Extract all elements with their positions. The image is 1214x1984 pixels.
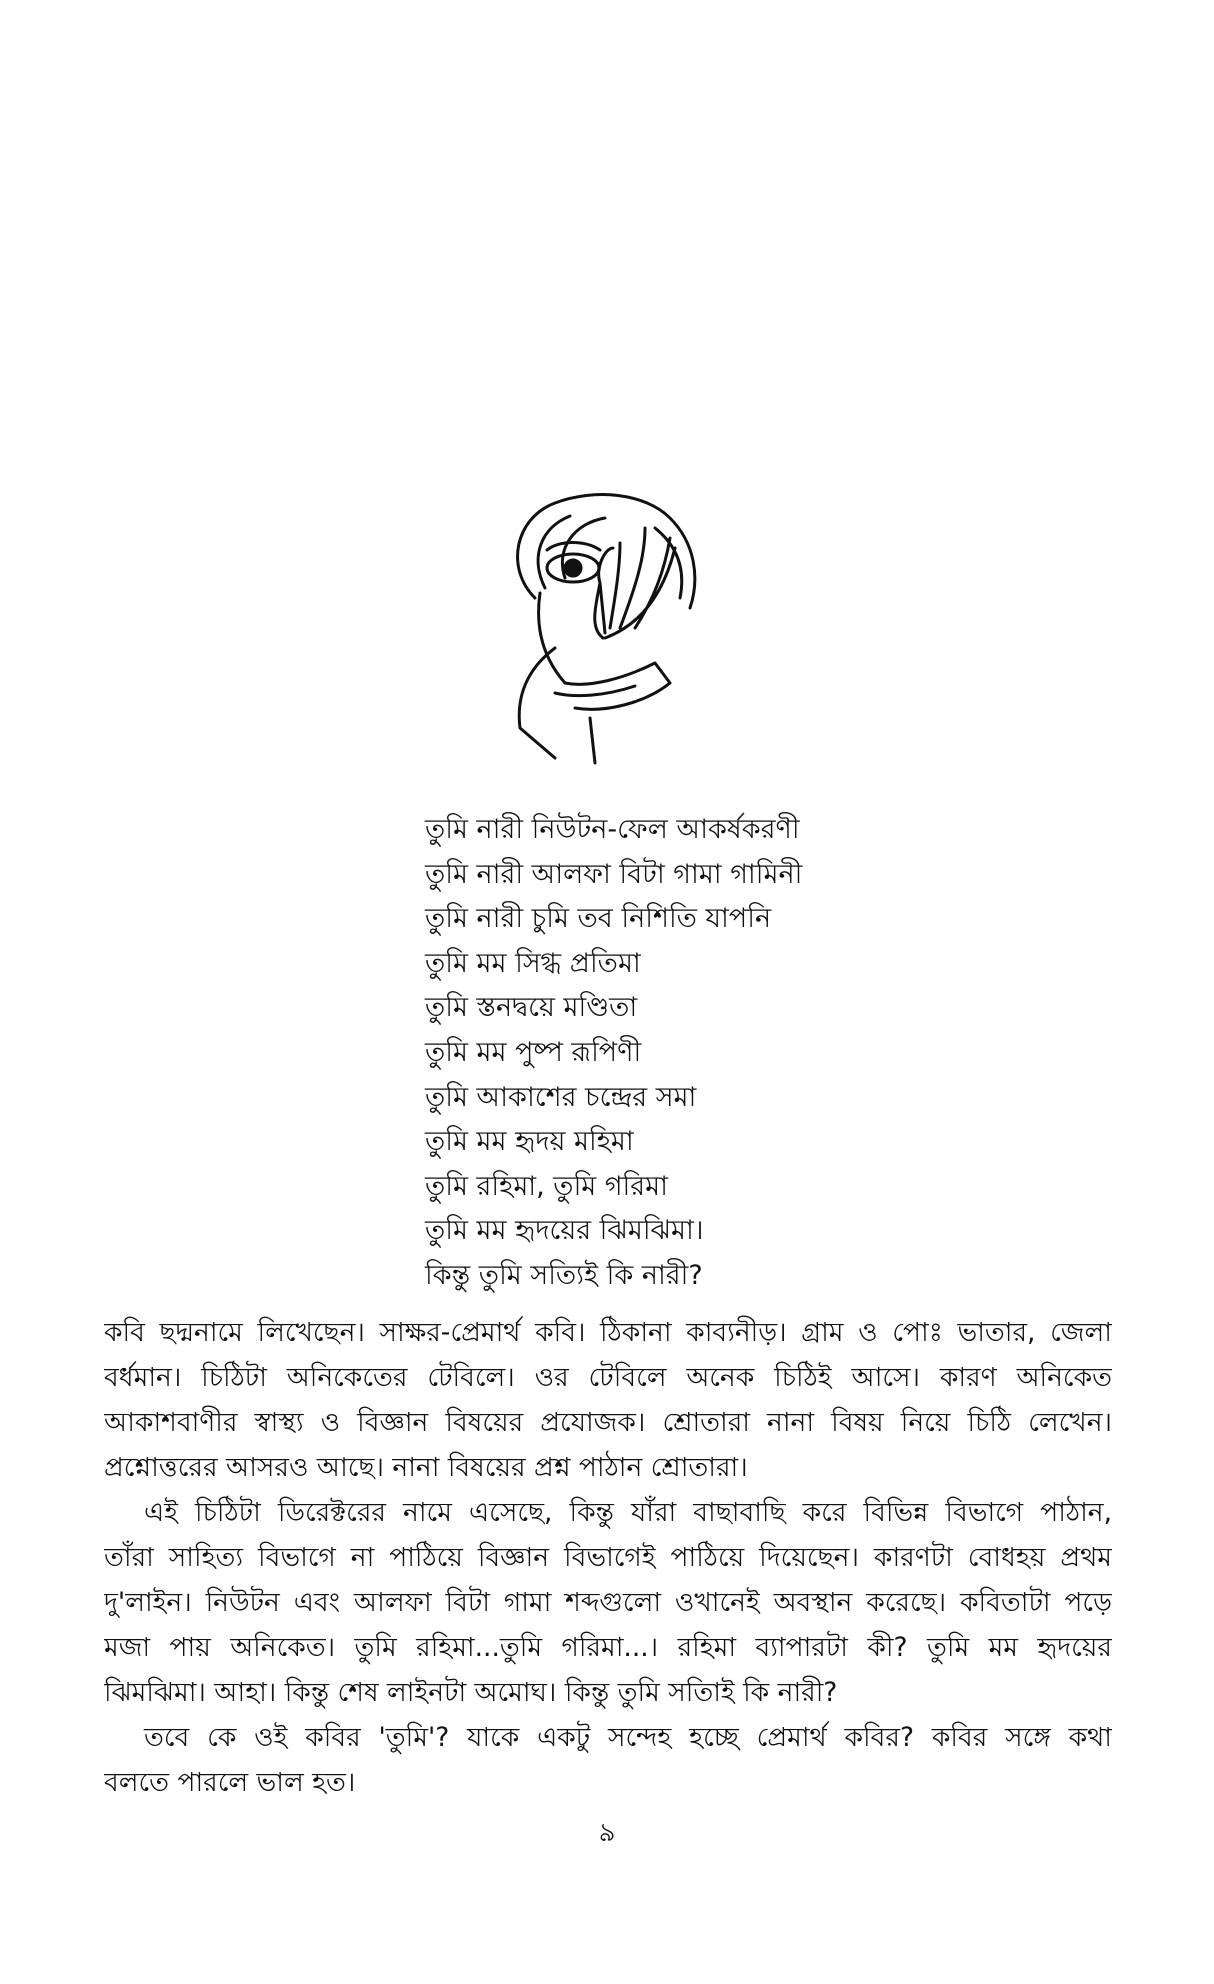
paragraph-line: কবি ছদ্মনামে লিখেছেন। সাক্ষর-প্রেমার্থ কবি। ঠিকানা কাব্যনীড়। গ্রাম ও পোঃ ভাতার, জেলা (104, 1317, 1112, 1348)
paragraph-line: বলতে পারলে ভাল হত। (104, 1767, 356, 1798)
poem-line: তুমি মম পুষ্প রূপিণী (425, 1036, 642, 1068)
poem-line: তুমি স্তনদ্বয়ে মণ্ডিতা (425, 992, 638, 1024)
paragraph-line: দু'লাইন। নিউটন এবং আলফা বিটা গামা শব্দগুলো ওখানেই অবস্থান করেছে। কবিতাটা পড়ে (104, 1587, 1112, 1618)
paragraph-line: তবে কে ওই কবির 'তুমি'? যাকে একটু সন্দেহ হচ্ছে প্রেমার্থ কবির? কবির সঙ্গে কথা (144, 1722, 1112, 1753)
paragraph-line: প্রশ্নোত্তরের আসরও আছে। নানা বিষয়ের প্রশ্ন পাঠান শ্রোতারা। (104, 1452, 748, 1483)
poem (425, 808, 802, 1299)
paragraph-line: মজা পায় অনিকেত। তুমি রহিমা...তুমি গরিমা...। রহিমা ব্যাপারটা কী? তুমি মম হৃদয়ের (104, 1632, 1112, 1663)
paragraph-line: ঝিমঝিমা। আহা। কিন্তু শেষ লাইনটা অমোঘ। কিন্তু তুমি সতিাই কি নারী? (104, 1677, 838, 1708)
poem-line: তুমি নারী চুমি তব নিশিতি যাপনি (425, 903, 772, 935)
poem-line: তুমি নারী নিউটন-ফেল আকর্ষকরণী (425, 814, 800, 845)
poem-line: তুমি আকাশের চন্দ্রের সমা (425, 1081, 697, 1113)
body-text (104, 1310, 1112, 1805)
poem-line: তুমি মম সিগ্ধ প্রতিমা (425, 947, 641, 979)
poem-line: তুমি মম হৃদয় মহিমা (425, 1126, 634, 1158)
poem-line: কিন্তু তুমি সত্যিই কি নারী? (425, 1259, 703, 1291)
paragraph-line: আকাশবাণীর স্বাস্থ্য ও বিজ্ঞান বিষয়ের প্রযোজক। শ্রোতারা নানা বিষয় নিয়ে চিঠি লেখেন। (104, 1407, 1112, 1438)
face-covered-by-hand-illustration (495, 488, 710, 768)
poem-line: তুমি নারী আলফা বিটা গামা গামিনী (425, 858, 803, 890)
paragraph-line: বর্ধমান। চিঠিটা অনিকেতের টেবিলে। ওর টেবিলে অনেক চিঠিই আসে। কারণ অনিকেত (104, 1362, 1112, 1393)
poem-line: তুমি মম হৃদয়ের ঝিমঝিমা। (425, 1215, 704, 1247)
poem-line: তুমি রহিমা, তুমি গরিমা (425, 1170, 668, 1202)
paragraph-line: এই চিঠিটা ডিরেক্টরের নামে এসেছে, কিন্তু যাঁরা বাছাবাছি করে বিভিন্ন বিভাগে পাঠান, (144, 1497, 1112, 1528)
paragraph-line: তাঁরা সাহিত্য বিভাগে না পাঠিয়ে বিজ্ঞান বিভাগেই পাঠিয়ে দিয়েছেন। কারণটা বোধহয় প্রথম (104, 1542, 1112, 1573)
page-number: ৯ (598, 1818, 616, 1848)
